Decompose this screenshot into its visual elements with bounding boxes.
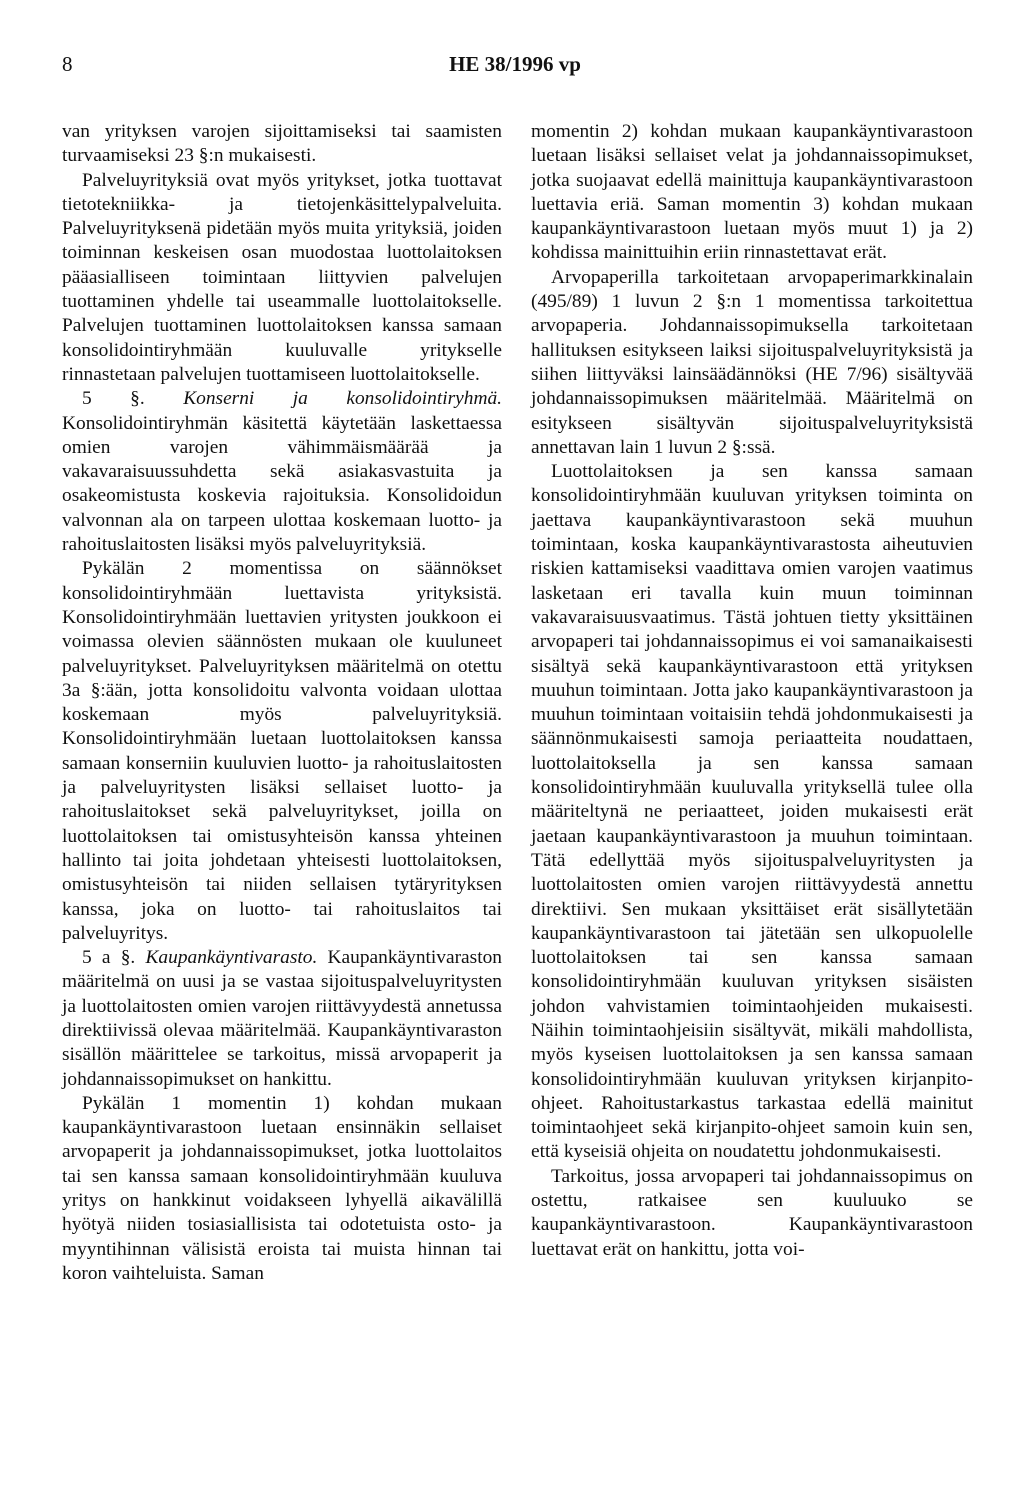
section-paragraph <box>62 946 502 1092</box>
page-header <box>62 52 968 82</box>
section-paragraph <box>62 387 502 557</box>
section-body: Konsolidointiryhmän käsitettä käytetään laskettaessa omien varojen vähimmäismäärää ja vakavaraisuussuhdetta sekä asiakasvastuita ja osakeomistusta koskevia rajoituksia. Konsolidoidun valvonnan ala on tarpeen ulottaa koskemaan luotto- ja rahoituslaitosten lisäksi myös palveluyrityksiä. <box>62 412 502 556</box>
paragraph: Luottolaitoksen ja sen kanssa samaan konsolidointiryhmään kuuluvan yrityksen toiminta on jaettava kaupankäyntivarastoon sekä muuhun toimintaan, koska kaupankäyntivarastosta aiheutuvien riskien kattamiseksi vaadittava omien varojen vaatimus lasketaan eri tavalla kuin muun toiminnan vakavaraisuusvaatimus. Tästä johtuen tietty yksittäinen arvopaperi tai johdannaissopimus ei voi samanaikaisesti sisältyä sekä kaupankäyntivarastoon että yrityksen muuhun toimintaan. Jotta jako kaupankäyntivarastoon ja muuhun toimintaan voitaisiin tehdä johdonmukaisesti ja säännönmukaisesti samoja periaatteita noudattaen, luottolaitoksella ja sen kanssa samaan konsolidointiryhmään kuuluvalla yrityksellä tulee olla määriteltynä ne periaatteet, joiden mukaisesti erät jaetaan kaupankäyntivarastoon ja muuhun toimintaan. Tätä edellyttää myös sijoituspalveluyritysten ja luottolaitosten omien varojen riittävyydestä annettu direktiivi. Sen mukaan yksittäiset erät sisällytetään kaupankäyntivarastoon tai jätetään sen ulkopuolelle luottolaitoksen tai sen kanssa samaan konsolidointiryhmään kuuluvan yrityksen sisäisten johdon vahvistamien toimintaohjeiden mukaisesti. Näihin toimintaohjeisiin sisältyvät, mikäli mahdollista, myös kyseisen luottolaitoksen ja sen kanssa samaan konsolidointiryhmään kuuluvan yrityksen kirjanpito-ohjeet. Rahoitustarkastus tarkastaa edellä mainitut toimintaohjeet sekä kirjanpito-ohjeet samoin kuin sen, että kyseisiä ohjeita on noudatettu johdonmukaisesti. <box>531 461 973 1163</box>
paragraph: momentin 2) kohdan mukaan kaupankäyntivarastoon luetaan lisäksi sellaiset velat ja johdannaissopimukset, jotka suojaavat edellä mainittuja kaupankäyntivarastoon luettavia eriä. Saman momentin 3) kohdan mukaan kaupankäyntivarastoon luetaan myös muut 1) ja 2) kohdissa mainittuihin eriin rinnastettavat erät. <box>531 121 973 264</box>
right-column <box>531 120 973 1262</box>
left-column <box>62 120 502 1286</box>
page-number: 8 <box>62 52 73 76</box>
section-number: 5 §. <box>82 388 145 410</box>
paragraph: van yrityksen varojen sijoittamiseksi tai saamisten turvaamiseksi 23 §:n mukaisesti. <box>62 121 502 167</box>
paragraph: Pykälän 2 momentissa on säännökset konsolidointiryhmään luettavista yrityksistä. Konsolidointiryhmään luettavien yritysten joukkoon ei voimassa olevien säännösten mukaan ole kuuluneet palveluyritykset. Palveluyrityksen määritelmä on otettu 3a §:ään, jotta konsolidoitu valvonta voidaan ulottaa koskemaan myös palveluyrityksiä. Konsolidointiryhmään luetaan luottolaitoksen kanssa samaan konserniin kuuluvien luotto- ja rahoituslaitosten ja palveluyritysten lisäksi sellaiset luotto- ja rahoituslaitokset sekä palveluyritykset, joilla on luottolaitoksen tai omistusyhteisön kanssa yhteinen hallinto tai joita johdetaan yhteisesti luottolaitoksen, omistusyhteisön tai niiden sellaisen tytäryrityksen kanssa, joka on luotto- tai rahoituslaitos tai palveluyritys. <box>62 558 502 944</box>
section-body: Kaupankäyntivaraston määritelmä on uusi ja se vastaa sijoituspalveluyritysten ja luottolaitosten omien varojen riittävyydestä annetussa direktiivissä olevaa määritelmää. Kaupankäyntivaraston sisällön määrittelee se tarkoitus, missä arvopaperit ja johdannaissopimukset on hankittu. <box>62 947 502 1090</box>
section-heading: Kaupankäyntivarasto. <box>145 947 318 969</box>
section-heading: Konserni ja konsolidointiryhmä. <box>183 388 502 410</box>
document-identifier: HE 38/1996 vp <box>449 52 581 76</box>
paragraph: Pykälän 1 momentin 1) kohdan mukaan kaupankäyntivarastoon luetaan ensinnäkin sellaiset arvopaperit ja johdannaissopimukset, jotka luottolaitos tai sen kanssa samaan konsolidointiryhmään kuuluva yritys on hankkinut voidakseen lyhyellä aikavälillä hyötyä niiden tosiasiallisista tai odotetuista osto- ja myyntihinnan välisistä eroista tai muista hinnan tai koron vaihteluista. Saman <box>62 1092 502 1284</box>
paragraph: Palveluyrityksiä ovat myös yritykset, jotka tuottavat tietotekniikka- ja tietojenkäsittelypalveluita. Palveluyrityksenä pidetään myös muita yrityksiä, joiden toiminnan keskeisen osan muodostaa luottolaitoksen pääasialliseen toimintaan liittyvien palvelujen tuottaminen yhdelle tai useammalle luottolaitokselle. Palvelujen tuottaminen luottolaitoksen kanssa samaan konsolidointiryhmään kuuluvalle yritykselle rinnastetaan palvelujen tuottamiseen luottolaitokselle. <box>62 169 502 385</box>
section-number: 5 a §. <box>82 947 136 969</box>
paragraph: Arvopaperilla tarkoitetaan arvopaperimarkkinalain (495/89) 1 luvun 2 §:n 1 momentissa tarkoitettua arvopaperia. Johdannaissopimuksella tarkoitetaan hallituksen esitykseen laiksi sijoituspalveluyrityksistä ja siihen liittyväksi lainsäädännöksi (HE 7/96) sisältyvää johdannaissopimuksen määritelmää. Määritelmä on esitykseen sisältyvän sijoituspalveluyrityksistä annettavan lain 1 luvun 2 §:ssä. <box>531 266 973 458</box>
paragraph: Tarkoitus, jossa arvopaperi tai johdannaissopimus on ostettu, ratkaisee sen kuuluuko se kaupankäyntivarastoon. Kaupankäyntivarastoon luettavat erät on hankittu, jotta voi- <box>531 1165 973 1260</box>
